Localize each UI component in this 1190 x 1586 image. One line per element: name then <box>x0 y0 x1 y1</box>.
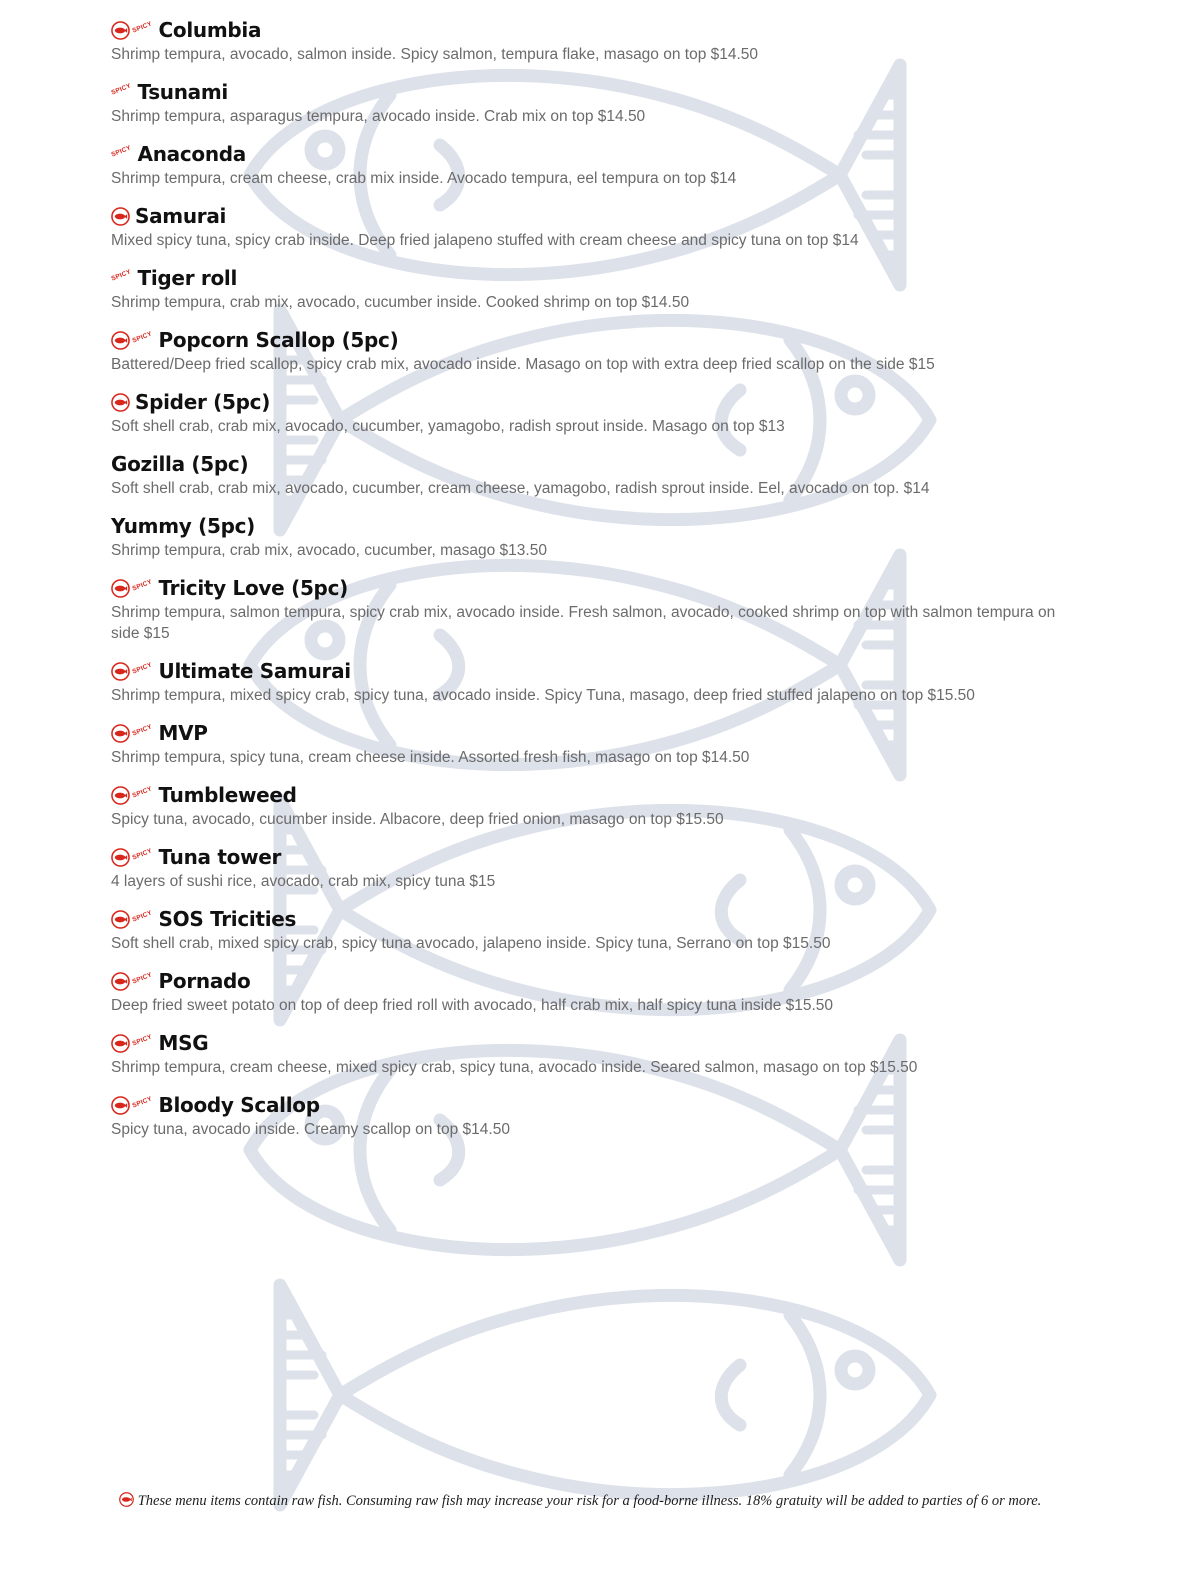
menu-item <box>111 657 1071 706</box>
menu-item-description: Shrimp tempura, salmon tempura, spicy crab mix, avocado inside. Fresh salmon, avocado, cooked shrimp on top with salmon tempura on side $15 <box>111 604 1056 642</box>
menu-item <box>111 781 1071 830</box>
menu-item <box>111 1091 1071 1140</box>
menu-item-title <box>111 574 1071 602</box>
spicy-icon: SPICY <box>131 19 154 35</box>
menu-item <box>111 140 1071 189</box>
menu-item-icons <box>111 207 132 226</box>
menu-item <box>111 326 1071 375</box>
menu-item <box>111 512 1071 561</box>
menu-item-description: Shrimp tempura, crab mix, avocado, cucumber, masago $13.50 <box>111 542 547 559</box>
menu-item-description: Shrimp tempura, mixed spicy crab, spicy tuna, avocado inside. Spicy Tuna, masago, deep fried stuffed jalapeno on top $15.50 <box>111 687 975 704</box>
menu-item-icons <box>110 143 135 159</box>
spicy-icon: SPICY <box>131 970 154 986</box>
menu-item-icons <box>111 724 156 743</box>
menu-item-icons <box>111 972 156 991</box>
menu-item-description: Deep fried sweet potato on top of deep fried roll with avocado, half crab mix, half spicy tuna inside $15.50 <box>111 997 834 1014</box>
raw-fish-icon <box>111 848 130 867</box>
menu-item <box>111 388 1071 437</box>
menu-item-description: Shrimp tempura, cream cheese, crab mix inside. Avocado tempura, eel tempura on top $14 <box>111 170 737 187</box>
raw-fish-icon <box>111 1034 130 1053</box>
menu-item-icons <box>111 786 156 805</box>
raw-fish-icon <box>111 21 130 40</box>
menu-item-description: Spicy tuna, avocado, cucumber inside. Albacore, deep fried onion, masago on top $15.50 <box>111 811 724 828</box>
menu-item-icons <box>111 393 132 412</box>
menu-item-name: Tiger roll <box>137 266 238 290</box>
menu-item-icons <box>111 579 156 598</box>
menu-item-icons <box>111 910 156 929</box>
raw-fish-icon <box>111 724 130 743</box>
menu-item-name: Ultimate Samurai <box>158 659 351 683</box>
menu-item-name: Bloody Scallop <box>158 1093 320 1117</box>
raw-fish-disclaimer <box>110 1492 1050 1510</box>
menu-item-description: Soft shell crab, crab mix, avocado, cucumber, yamagobo, radish sprout inside. Masago on top $13 <box>111 418 785 435</box>
spicy-icon: SPICY <box>131 577 154 593</box>
menu-item-title <box>111 16 1071 44</box>
menu-item <box>111 16 1071 65</box>
spicy-icon: SPICY <box>131 660 154 676</box>
menu-item <box>111 967 1071 1016</box>
menu-item-description: Battered/Deep fried scallop, spicy crab mix, avocado inside. Masago on top with extra deep fried scallop on the side $15 <box>111 356 935 373</box>
fish-outline <box>280 1285 930 1505</box>
menu-item-title <box>111 781 1071 809</box>
raw-fish-icon <box>111 972 130 991</box>
spicy-icon: SPICY <box>131 722 154 738</box>
footer-note: These menu items contain raw fish. Consuming raw fish may increase your risk for a food-borne illness. 18% gratuity will be added to parties of 6 or more. <box>137 1493 1042 1509</box>
spicy-icon: SPICY <box>131 908 154 924</box>
raw-fish-icon <box>119 1492 134 1507</box>
raw-fish-icon <box>111 786 130 805</box>
menu-item-name: Tsunami <box>137 80 228 104</box>
menu-item <box>111 202 1071 251</box>
menu-item-name: Spider (5pc) <box>135 390 271 414</box>
menu-item-title <box>111 967 1071 995</box>
menu-item <box>111 905 1071 954</box>
menu-item-icons <box>111 1034 156 1053</box>
menu-item-title <box>111 326 1071 354</box>
menu-item-description: Spicy tuna, avocado inside. Creamy scallop on top $14.50 <box>111 1121 510 1138</box>
menu-item-description: Shrimp tempura, avocado, salmon inside. Spicy salmon, tempura flake, masago on top $14.50 <box>111 46 759 63</box>
menu-list <box>111 16 1071 1153</box>
menu-item-title <box>111 905 1071 933</box>
menu-item-icons <box>111 848 156 867</box>
menu-item-name: MSG <box>158 1031 209 1055</box>
raw-fish-icon <box>111 579 130 598</box>
menu-item-name: Tuna tower <box>158 845 282 869</box>
menu-item-title <box>111 388 1071 416</box>
menu-item-name: MVP <box>158 721 208 745</box>
menu-item-name: Pornado <box>158 969 251 993</box>
raw-fish-icon <box>111 393 130 412</box>
raw-fish-icon <box>111 331 130 350</box>
menu-item-icons <box>110 81 135 97</box>
menu-item-title <box>111 512 1071 540</box>
menu-item-description: Soft shell crab, mixed spicy crab, spicy tuna avocado, jalapeno inside. Spicy tuna, Serrano on top $15.50 <box>111 935 831 952</box>
spicy-icon: SPICY <box>131 1094 154 1110</box>
menu-item-description: 4 layers of sushi rice, avocado, crab mix, spicy tuna $15 <box>111 873 496 890</box>
menu-item <box>111 264 1071 313</box>
menu-item-description: Soft shell crab, crab mix, avocado, cucumber, cream cheese, yamagobo, radish sprout inside. Eel, avocado on top. $14 <box>111 480 930 497</box>
menu-item-description: Shrimp tempura, crab mix, avocado, cucumber inside. Cooked shrimp on top $14.50 <box>111 294 690 311</box>
menu-item <box>111 843 1071 892</box>
menu-item-name: Popcorn Scallop (5pc) <box>158 328 399 352</box>
menu-item-title <box>111 140 1071 168</box>
menu-item-icons <box>111 21 156 40</box>
raw-fish-icon <box>111 1096 130 1115</box>
spicy-icon: SPICY <box>131 1032 154 1048</box>
raw-fish-icon <box>111 910 130 929</box>
menu-item-name: Samurai <box>135 204 227 228</box>
menu-item-description: Shrimp tempura, asparagus tempura, avocado inside. Crab mix on top $14.50 <box>111 108 646 125</box>
spicy-icon: SPICY <box>131 846 154 862</box>
menu-item <box>111 450 1071 499</box>
menu-item-description: Mixed spicy tuna, spicy crab inside. Deep fried jalapeno stuffed with cream cheese and spicy tuna on top $14 <box>111 232 859 249</box>
menu-item-title <box>111 657 1071 685</box>
raw-fish-icon <box>111 662 130 681</box>
raw-fish-icon <box>111 207 130 226</box>
menu-item-description: Shrimp tempura, spicy tuna, cream cheese inside. Assorted fresh fish, masago on top $14.50 <box>111 749 750 766</box>
menu-item-icons <box>110 267 135 283</box>
menu-item <box>111 78 1071 127</box>
menu-item-title <box>111 202 1071 230</box>
menu-item-icons <box>111 662 156 681</box>
menu-item <box>111 719 1071 768</box>
menu-item-name: Tumbleweed <box>158 783 297 807</box>
menu-item <box>111 1029 1071 1078</box>
menu-item-description: Shrimp tempura, cream cheese, mixed spicy crab, spicy tuna, avocado inside. Seared salmon, masago on top $15.50 <box>111 1059 918 1076</box>
menu-item-title <box>111 719 1071 747</box>
spicy-icon: SPICY <box>110 81 133 97</box>
menu-item-name: Tricity Love (5pc) <box>158 576 348 600</box>
menu-item-name: Yummy (5pc) <box>111 514 256 538</box>
menu-item-name: Gozilla (5pc) <box>111 452 249 476</box>
menu-item-title <box>111 78 1071 106</box>
menu-item-title <box>111 264 1071 292</box>
menu-item-name: Columbia <box>158 18 262 42</box>
spicy-icon: SPICY <box>131 784 154 800</box>
menu-item <box>111 574 1071 644</box>
menu-item-title <box>111 1091 1071 1119</box>
menu-item-title <box>111 1029 1071 1057</box>
menu-item-name: Anaconda <box>137 142 246 166</box>
menu-item-title <box>111 450 1071 478</box>
menu-item-name: SOS Tricities <box>158 907 297 931</box>
spicy-icon: SPICY <box>110 267 133 283</box>
spicy-icon: SPICY <box>131 329 154 345</box>
menu-item-icons <box>111 331 156 350</box>
menu-item-title <box>111 843 1071 871</box>
menu-item-icons <box>111 1096 156 1115</box>
spicy-icon: SPICY <box>110 143 133 159</box>
